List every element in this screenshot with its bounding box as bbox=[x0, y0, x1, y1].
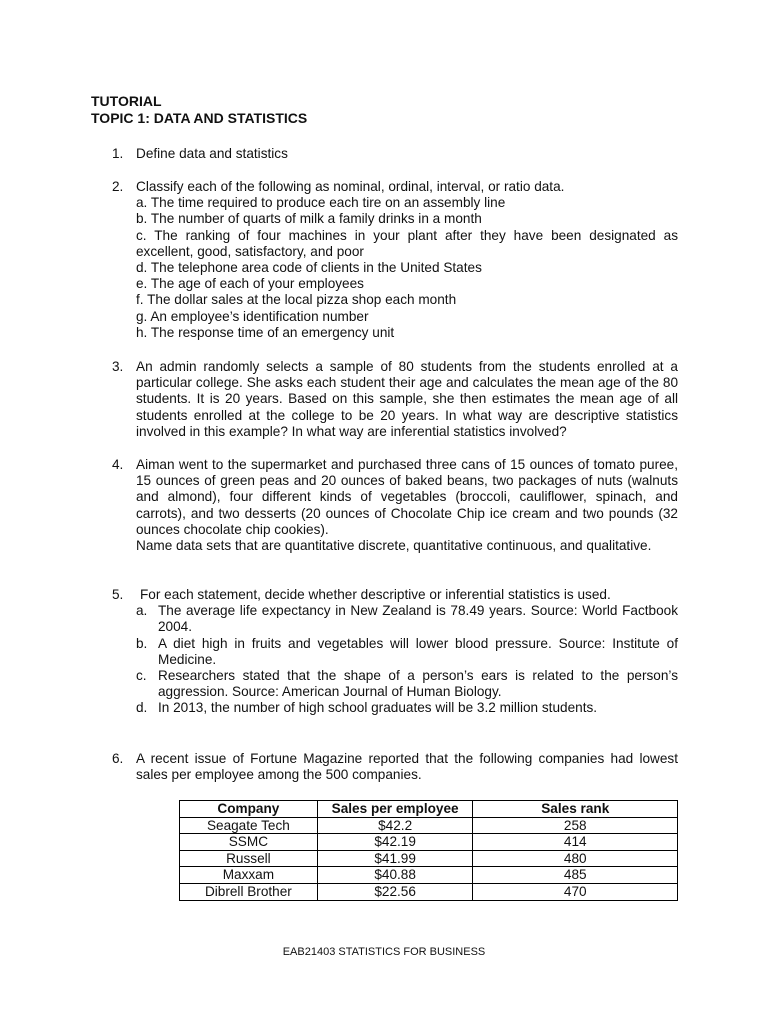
table-cell: $41.99 bbox=[317, 850, 473, 867]
column-header: Company bbox=[180, 801, 318, 818]
question-instruction: Name data sets that are quantitative discrete, quantitative continuous, and qualitative. bbox=[136, 538, 652, 554]
table-cell: $42.2 bbox=[317, 817, 473, 834]
page-footer: EAB21403 STATISTICS FOR BUSINESS bbox=[282, 946, 486, 958]
question-number: 1. bbox=[112, 146, 124, 161]
list-item: d. The telephone area code of clients in the United States bbox=[136, 260, 482, 276]
question-text: A recent issue of Fortune Magazine reported that the following companies had lowest sales per employee among the 500 companies. bbox=[136, 751, 678, 783]
header-title: TUTORIAL bbox=[91, 93, 162, 109]
question-number: 2. bbox=[112, 179, 124, 194]
question-2 bbox=[112, 179, 678, 341]
table-cell: 258 bbox=[473, 817, 678, 834]
table-cell: $22.56 bbox=[317, 883, 473, 900]
question-text: Classify each of the following as nominal, ordinal, interval, or ratio data. bbox=[136, 179, 565, 194]
table-cell: Dibrell Brother bbox=[180, 883, 318, 900]
table-cell: 470 bbox=[473, 883, 678, 900]
list-item: a. The time required to produce each tire on an assembly line bbox=[136, 195, 506, 211]
table-cell: SSMC bbox=[180, 834, 318, 851]
question-number: 4. bbox=[112, 457, 124, 472]
table-header-row bbox=[180, 801, 678, 818]
question-number: 5. bbox=[112, 587, 124, 602]
column-header: Sales per employee bbox=[317, 801, 473, 818]
list-item: c. The ranking of four machines in your plant after they have been designated as excellent, good, satisfactory, and poor bbox=[136, 227, 678, 259]
table-cell: 485 bbox=[473, 867, 678, 884]
table-cell: 414 bbox=[473, 834, 678, 851]
table-cell: Seagate Tech bbox=[180, 817, 318, 834]
sales-table bbox=[179, 800, 678, 901]
question-number: 3. bbox=[112, 359, 124, 374]
list-item: g. An employee’s identification number bbox=[136, 308, 369, 324]
table-cell: $42.19 bbox=[317, 834, 473, 851]
question-text: An admin randomly selects a sample of 80 students from the students enrolled at a particular college. She asks each student their age and calculates the mean age of the 80 students. It is 20 years. Based on this sample, she then estimates the mean age of all students enrolled at the college to be 20 years. In what way are descriptive statistics involved in this example? In what way are inferential statistics involved? bbox=[136, 359, 678, 439]
table-cell: 480 bbox=[473, 850, 678, 867]
question-1 bbox=[112, 146, 678, 162]
table-row bbox=[180, 867, 678, 884]
header-topic: TOPIC 1: DATA AND STATISTICS bbox=[91, 110, 308, 126]
question-3 bbox=[112, 359, 678, 440]
table-row bbox=[180, 883, 678, 900]
question-4 bbox=[112, 457, 678, 554]
question-text: Define data and statistics bbox=[136, 146, 288, 161]
list-item: c. Researchers stated that the shape of a person’s ears is related to the person’s aggression. Source: American Journal of Human Biology. bbox=[136, 668, 678, 700]
table-cell: Russell bbox=[180, 850, 318, 867]
list-item: e. The age of each of your employees bbox=[136, 276, 364, 292]
table-row bbox=[180, 817, 678, 834]
table-cell: $40.88 bbox=[317, 867, 473, 884]
question-5 bbox=[112, 587, 678, 717]
table-row bbox=[180, 850, 678, 867]
list-item: b. The number of quarts of milk a family drinks in a month bbox=[136, 211, 482, 227]
list-item: h. The response time of an emergency unit bbox=[136, 324, 395, 340]
list-item: d. In 2013, the number of high school graduates will be 3.2 million students. bbox=[136, 700, 598, 716]
question-text: Aiman went to the supermarket and purchased three cans of 15 ounces of tomato puree, 15 ounces of green peas and 20 ounces of baked beans, two packages of nuts (walnuts and almond), four different kinds of vegetables (broccoli, cauliflower, spinach, and carrots), and two desserts (20 ounces of Chocolate Chip ice cream and two pounds (32 ounces chocolate chip cookies). bbox=[136, 457, 678, 537]
table-cell: Maxxam bbox=[180, 867, 318, 884]
document-header bbox=[91, 93, 307, 127]
question-text: For each statement, decide whether descriptive or inferential statistics is used. bbox=[140, 587, 611, 602]
list-item: b. A diet high in fruits and vegetables will lower blood pressure. Source: Institute of Medicine. bbox=[136, 635, 678, 667]
table-row bbox=[180, 834, 678, 851]
list-item: f. The dollar sales at the local pizza shop each month bbox=[136, 292, 457, 308]
column-header: Sales rank bbox=[473, 801, 678, 818]
question-number: 6. bbox=[112, 751, 124, 766]
question-6 bbox=[112, 751, 678, 783]
list-item: a. The average life expectancy in New Zealand is 78.49 years. Source: World Factbook 2004. bbox=[136, 603, 678, 635]
